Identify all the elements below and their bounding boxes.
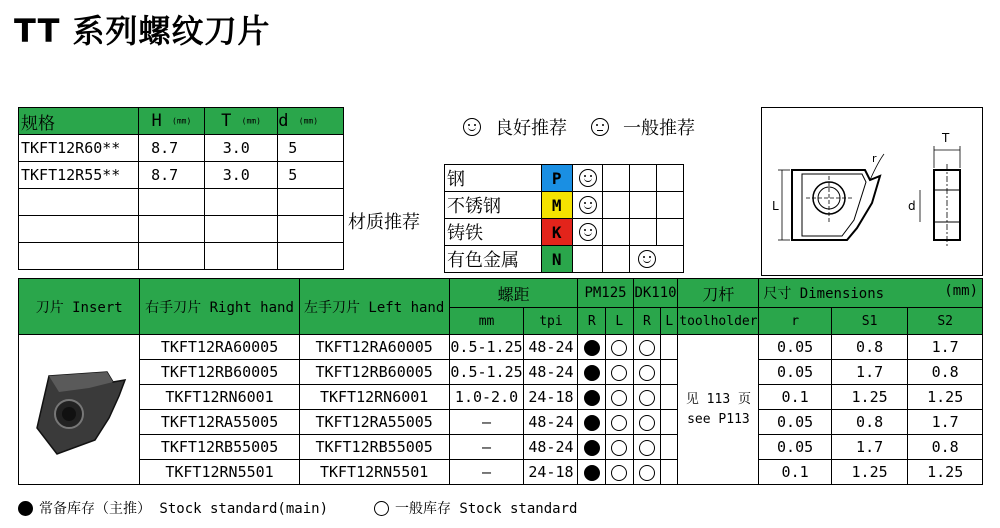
holder-reference-cn: 见 113 页: [685, 391, 751, 407]
stock-main-dot: [584, 390, 600, 406]
material-code-k: K: [541, 219, 572, 246]
header-pm125-r: R: [578, 308, 606, 335]
spec-h: 8.7: [139, 135, 205, 162]
dim-s2: 0.8: [908, 435, 983, 460]
left-hand-code: TKFT12RN5501: [299, 460, 449, 485]
header-left-hand: 左手刀片 Left hand: [299, 279, 449, 335]
right-hand-code: TKFT12RN6001: [140, 385, 299, 410]
spec-row: [19, 162, 344, 189]
right-hand-code: TKFT12RB55005: [140, 435, 299, 460]
filled-dot-icon: [18, 501, 33, 516]
spec-header-t: T (mm): [204, 108, 278, 135]
dim-r: 0.1: [759, 385, 831, 410]
pitch-mm: –: [449, 435, 524, 460]
insert-drawing: [761, 107, 983, 276]
legend-standard-label: 一般库存 Stock standard: [395, 501, 578, 517]
dim-s1: 0.8: [831, 410, 908, 435]
spec-t: 3.0: [204, 162, 278, 189]
stock-standard-dot: [611, 440, 627, 456]
holder-reference-en: see P113: [687, 411, 750, 427]
pitch-tpi: 48-24: [524, 335, 578, 360]
stock-legend-standard: [374, 498, 577, 518]
dim-s2: 1.7: [908, 410, 983, 435]
stock-standard-dot: [639, 340, 655, 356]
stock-main-dot: [584, 465, 600, 481]
pitch-mm: 0.5-1.25: [449, 335, 524, 360]
insert-diagram-svg: [762, 108, 982, 275]
pitch-tpi: 24-18: [524, 460, 578, 485]
right-hand-code: TKFT12RA55005: [140, 410, 299, 435]
header-dk110-r: R: [633, 308, 661, 335]
stock-main-dot: [584, 415, 600, 431]
material-code-m: M: [541, 192, 572, 219]
header-dk110: DK110: [633, 279, 678, 308]
recommend-general-label: 一般推荐: [623, 118, 695, 139]
pitch-mm: –: [449, 460, 524, 485]
stock-legend-main: [18, 498, 328, 518]
recommend-good-label: 良好推荐: [495, 118, 567, 139]
spec-row: [19, 135, 344, 162]
stock-main-dot: [584, 365, 600, 381]
header-right-hand: 右手刀片 Right hand: [140, 279, 299, 335]
left-hand-code: TKFT12RB60005: [299, 360, 449, 385]
smile-icon: [579, 223, 597, 241]
legend-main-label: 常备库存（主推） Stock standard(main): [39, 501, 329, 517]
left-hand-code: TKFT12RN6001: [299, 385, 449, 410]
dim-r: 0.05: [759, 360, 831, 385]
header-s2: S2: [908, 308, 983, 335]
smile-icon: [579, 169, 597, 187]
table-row: [19, 385, 983, 410]
pitch-tpi: 48-24: [524, 410, 578, 435]
spec-h: 8.7: [139, 162, 205, 189]
header-r: r: [759, 308, 831, 335]
right-hand-code: TKFT12RN5501: [140, 460, 299, 485]
material-name: 钢: [445, 165, 542, 192]
spec-d: 5: [278, 162, 344, 189]
stock-standard-dot: [639, 465, 655, 481]
material-name: 不锈钢: [445, 192, 542, 219]
spec-t: 3.0: [204, 135, 278, 162]
stock-standard-dot: [639, 390, 655, 406]
dim-s2: 1.7: [908, 335, 983, 360]
spec-header-h: H (mm): [139, 108, 205, 135]
holder-reference: [678, 335, 759, 485]
pitch-tpi: 48-24: [524, 435, 578, 460]
table-row: [19, 435, 983, 460]
header-s1: S1: [831, 308, 908, 335]
stock-main-dot: [584, 440, 600, 456]
pitch-mm: –: [449, 410, 524, 435]
drawing-label-r: r: [872, 152, 877, 165]
stock-standard-dot: [611, 365, 627, 381]
material-code-n: N: [541, 246, 572, 273]
dim-s1: 1.25: [831, 460, 908, 485]
header-tpi: tpi: [524, 308, 578, 335]
material-name: 铸铁: [445, 219, 542, 246]
pitch-mm: 0.5-1.25: [449, 360, 524, 385]
pitch-mm: 1.0-2.0: [449, 385, 524, 410]
stock-standard-dot: [639, 440, 655, 456]
smile-icon: [579, 196, 597, 214]
spec-header-d: d (mm): [278, 108, 344, 135]
stock-standard-dot: [639, 415, 655, 431]
table-row: [19, 460, 983, 485]
right-hand-code: TKFT12RB60005: [140, 360, 299, 385]
dim-s2: 1.25: [908, 385, 983, 410]
material-label: 材质推荐: [348, 212, 420, 233]
insert-image-svg: [29, 358, 129, 458]
right-hand-code: TKFT12RA60005: [140, 335, 299, 360]
pitch-tpi: 48-24: [524, 360, 578, 385]
page-title: TT 系列螺纹刀片: [14, 12, 271, 50]
dim-r: 0.05: [759, 435, 831, 460]
dim-s1: 0.8: [831, 335, 908, 360]
header-pitch: 螺距: [449, 279, 578, 308]
pitch-tpi: 24-18: [524, 385, 578, 410]
spec-name: TKFT12R55**: [19, 162, 139, 189]
dim-s1: 1.7: [831, 360, 908, 385]
stock-standard-dot: [611, 415, 627, 431]
drawing-label-d: d: [908, 199, 916, 213]
header-holder: 刀杆: [678, 279, 759, 308]
spec-d: 5: [278, 135, 344, 162]
product-table: [18, 278, 983, 485]
spec-table: [18, 107, 344, 270]
drawing-label-l: L: [772, 199, 779, 213]
material-row: [445, 219, 684, 246]
header-dk110-l: L: [661, 308, 678, 335]
material-name: 有色金属: [445, 246, 542, 273]
smile-icon: [463, 118, 481, 136]
material-row: [445, 165, 684, 192]
header-pm125: PM125: [578, 279, 633, 308]
insert-image: [19, 335, 140, 485]
header-dimensions: 尺寸 Dimensions (mm): [759, 279, 983, 308]
dim-s1: 1.7: [831, 435, 908, 460]
dim-r: 0.05: [759, 335, 831, 360]
empty-dot-icon: [374, 501, 389, 516]
header-pm125-l: L: [606, 308, 634, 335]
recommend-legend: [463, 114, 695, 140]
stock-standard-dot: [611, 340, 627, 356]
table-row: [19, 335, 983, 360]
stock-standard-dot: [611, 465, 627, 481]
table-row: [19, 360, 983, 385]
material-row: [445, 246, 684, 273]
smile-icon: [638, 250, 656, 268]
left-hand-code: TKFT12RA55005: [299, 410, 449, 435]
stock-main-dot: [584, 340, 600, 356]
header-mm: mm: [449, 308, 524, 335]
dim-r: 0.05: [759, 410, 831, 435]
dim-s2: 1.25: [908, 460, 983, 485]
stock-standard-dot: [639, 365, 655, 381]
table-row: [19, 410, 983, 435]
dim-r: 0.1: [759, 460, 831, 485]
material-row: [445, 192, 684, 219]
header-toolholder: toolholder: [678, 308, 759, 335]
material-code-p: P: [541, 165, 572, 192]
neutral-face-icon: [591, 118, 609, 136]
left-hand-code: TKFT12RA60005: [299, 335, 449, 360]
dim-s1: 1.25: [831, 385, 908, 410]
drawing-label-t: T: [942, 131, 950, 145]
left-hand-code: TKFT12RB55005: [299, 435, 449, 460]
spec-name: TKFT12R60**: [19, 135, 139, 162]
dim-s2: 0.8: [908, 360, 983, 385]
spec-header-name: 规格: [19, 108, 139, 135]
stock-standard-dot: [611, 390, 627, 406]
material-table: [444, 164, 684, 273]
header-insert: 刀片 Insert: [19, 279, 140, 335]
